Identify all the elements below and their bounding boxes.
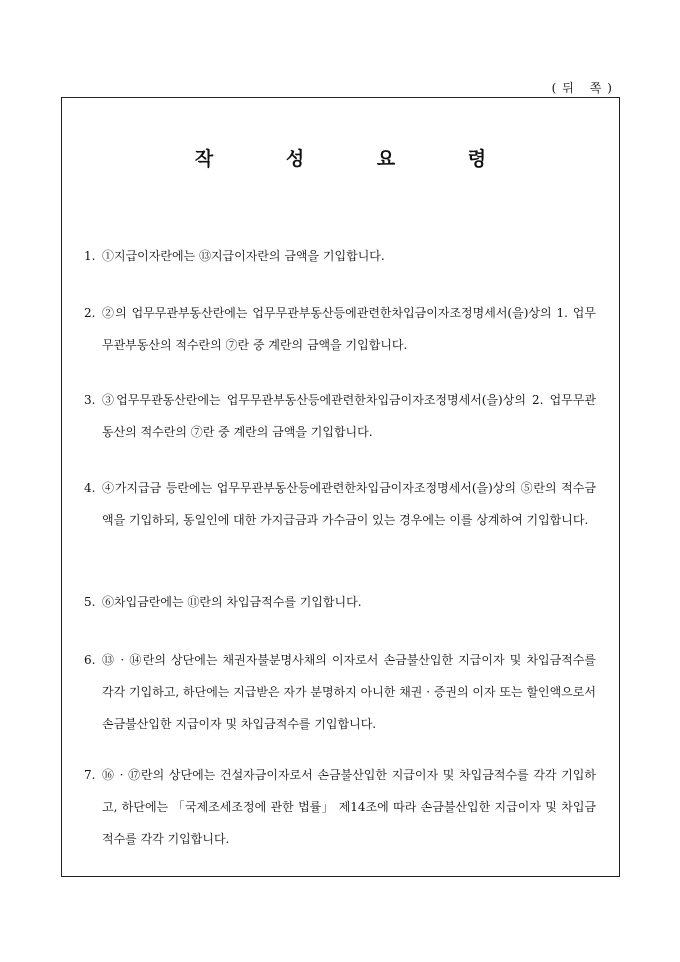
instruction-item-1 — [84, 240, 596, 272]
item-number: 2. — [84, 306, 96, 320]
item-text: ⑬ · ⑭란의 상단에는 채권자불분명사채의 이자로서 손금불산입한 지급이자 및 차입금적수를 각각 기입하고, 하단에는 지급받은 자가 분명하지 아니한 채권 · 증권의 이자 또는 할인액으로서 손금불산입한 지급이자 및 차입금적수를 기입합니다. — [102, 653, 596, 731]
instruction-item-6 — [84, 644, 596, 740]
item-text: ④가지급금 등란에는 업무무관부동산등에관련한차입금이자조정명세서(을)상의 ⑤란의 적수금액을 기입하되, 동일인에 대한 가지급금과 가수금이 있는 경우에는 이를 상계하여 기입합니다. — [102, 481, 596, 527]
item-number: 5. — [84, 595, 96, 609]
item-text: ⑯ · ⑰란의 상단에는 건설자금이자로서 손금불산입한 지급이자 및 차입금적수를 각각 기입하고, 하단에는 「국제조세조정에 관한 법률」 제14조에 따라 손금불산입한 지급이자 및 차입금적수를 각각 기입합니다. — [102, 768, 596, 846]
instruction-item-2 — [84, 297, 596, 361]
instruction-item-7 — [84, 759, 596, 855]
item-text: ②의 업무무관부동산란에는 업무무관부동산등에관련한차입금이자조정명세서(을)상의 1. 업무무관부동산의 적수란의 ⑦란 중 계란의 금액을 기입합니다. — [102, 306, 596, 352]
document-title: 작 성 요 령 — [194, 148, 520, 170]
item-text: ①지급이자란에는 ⑬지급이자란의 금액을 기입합니다. — [102, 249, 385, 263]
instruction-item-5 — [84, 586, 596, 618]
item-number: 6. — [84, 653, 96, 667]
instructions-frame — [61, 97, 620, 877]
instruction-item-3 — [84, 384, 596, 448]
item-text: ⑥차입금란에는 ⑪란의 차입금적수를 기입합니다. — [102, 595, 362, 609]
item-text: ③업무무관동산란에는 업무무관부동산등에관련한차입금이자조정명세서(을)상의 2. 업무무관동산의 적수란의 ⑦란 중 계란의 금액을 기입합니다. — [102, 393, 596, 439]
page-side-label: (뒤 쪽) — [551, 81, 618, 95]
item-number: 7. — [84, 768, 96, 782]
item-number: 3. — [84, 393, 96, 407]
item-number: 4. — [84, 481, 96, 495]
item-number: 1. — [84, 249, 96, 263]
instruction-item-4 — [84, 472, 596, 536]
